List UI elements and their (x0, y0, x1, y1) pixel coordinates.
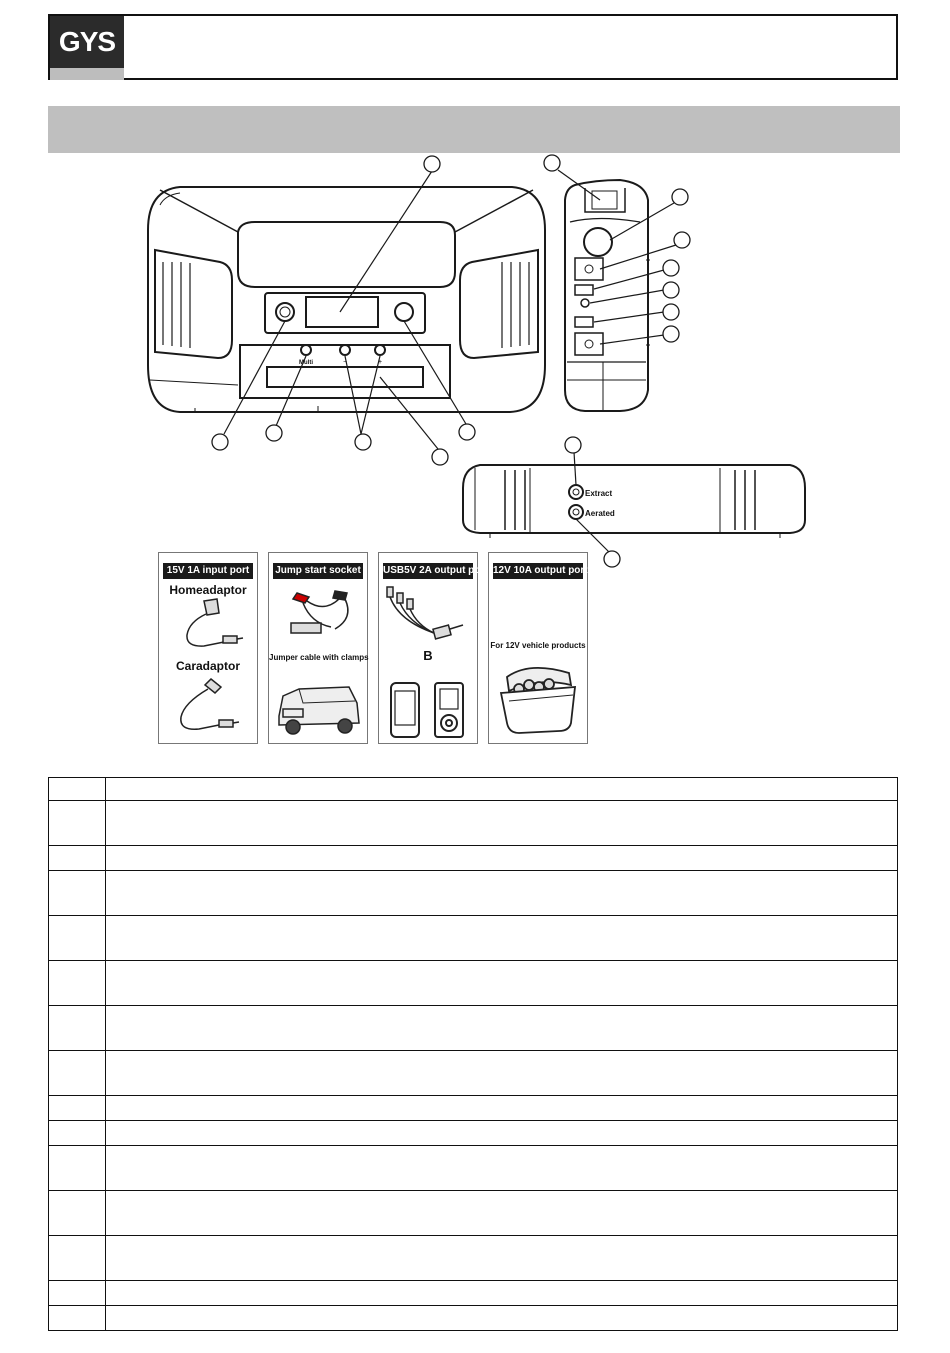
table-row (49, 1306, 898, 1331)
spec-table (48, 777, 898, 1331)
callout-circle (674, 232, 690, 248)
card-jump-start (268, 552, 368, 744)
card-caption: Jumper cable with clamps (269, 653, 369, 662)
section-title-band (48, 106, 900, 153)
lcd-display (306, 297, 378, 327)
suv-icon (269, 671, 369, 741)
side-main-button (584, 228, 612, 256)
front-view-body (148, 187, 545, 412)
table-row (49, 1191, 898, 1236)
plus-label: + (378, 359, 383, 366)
card-title: 15V 1A input port (163, 563, 253, 579)
device-diagram (0, 150, 950, 560)
table-row (49, 916, 898, 961)
table-row (49, 1096, 898, 1121)
card-title: USB5V 2A output port (383, 563, 473, 579)
table-row (49, 778, 898, 801)
callout-circle (565, 437, 581, 453)
callout-circle (663, 282, 679, 298)
table-row (49, 1006, 898, 1051)
card-input-port (158, 552, 258, 744)
power-button (276, 303, 294, 321)
callout-circle (459, 424, 475, 440)
home-adaptor-icon (159, 597, 259, 657)
header-box (48, 14, 898, 80)
right-grip (460, 250, 538, 358)
logo-underbar (50, 68, 124, 80)
led-strip (267, 367, 423, 387)
multi-label: Multi (299, 360, 313, 366)
card-caption: Caradaptor (175, 659, 240, 673)
callout-circle (672, 189, 688, 205)
table-row (49, 1146, 898, 1191)
table-row (49, 1281, 898, 1306)
light-button (395, 303, 413, 321)
aerated-label: Aerated (585, 509, 615, 518)
card-usb-port (378, 552, 488, 744)
table-row (49, 961, 898, 1006)
callout-circle (355, 434, 371, 450)
card-title: 12V 10A output port (493, 563, 583, 579)
extract-label: Extract (585, 489, 613, 498)
table-row (49, 1236, 898, 1281)
gys-logo: GYS (50, 16, 124, 68)
cooler-box-icon (489, 657, 589, 741)
extract-port (569, 485, 583, 499)
table-row (49, 801, 898, 846)
left-grip (155, 250, 232, 358)
callout-circle (266, 425, 282, 441)
usb-cable-icon (379, 581, 479, 643)
callout-circle (663, 326, 679, 342)
callout-circle (212, 434, 228, 450)
callout-circle (544, 155, 560, 171)
card-title: Jump start socket (273, 563, 363, 579)
table-row (49, 1051, 898, 1096)
table-row (49, 1121, 898, 1146)
devices-icon (379, 679, 479, 741)
card-12v-port (488, 552, 588, 744)
jumper-clamps-icon (269, 583, 369, 645)
card-caption: For 12V vehicle products (490, 641, 586, 650)
callout-circle (432, 449, 448, 465)
table-row (49, 871, 898, 916)
minus-label: − (343, 359, 348, 366)
card-caption: Homeadaptor (169, 583, 247, 597)
callout-circle (604, 551, 620, 567)
callout-circle (663, 260, 679, 276)
card-caption: B (423, 648, 433, 663)
aerated-port (569, 505, 583, 519)
callout-circle (424, 156, 440, 172)
car-adaptor-icon (159, 673, 259, 741)
table-row (49, 846, 898, 871)
callout-circle (663, 304, 679, 320)
